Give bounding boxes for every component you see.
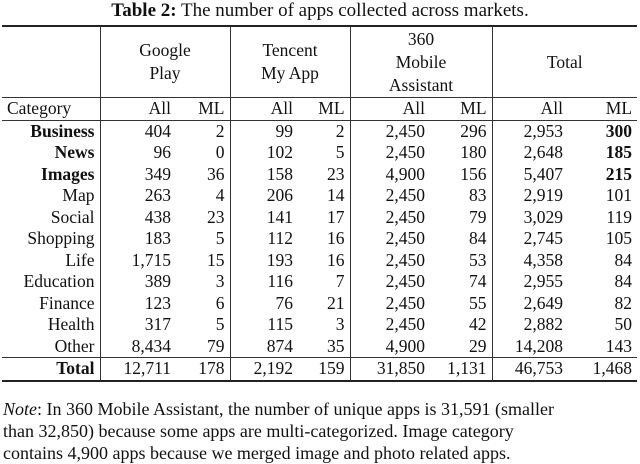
category-cell: Business [30,120,95,141]
value-cell: 2,450 [350,185,430,207]
value-cell: 185 [605,142,633,162]
group-header-line: My App [261,63,319,83]
value-cell: 2,745 [492,228,568,250]
value-cell: 438 [100,207,176,229]
value-cell: 84 [614,249,633,270]
note-line: contains 4,900 apps because we merged image and photo related apps. [3,443,511,463]
value-cell: 2,450 [350,120,430,142]
table-row [2,250,637,272]
value-cell: 102 [230,142,298,164]
group-header-google-play [100,26,230,98]
value-cell: 2,450 [350,271,430,293]
group-header-line: Play [149,63,181,83]
total-cell: 1,468 [568,358,637,381]
value-cell: 5 [215,314,225,334]
value-cell: 119 [606,206,633,227]
table-row [2,142,637,164]
value-cell: 2,450 [350,207,430,229]
value-cell: 2,955 [492,271,568,293]
value-cell: 180 [460,142,487,162]
value-cell: 14 [327,185,345,205]
table-row [2,185,637,207]
value-cell: 2,450 [350,293,430,315]
value-cell: 1,715 [100,250,176,272]
value-cell: 84 [614,271,633,291]
value-cell: 101 [605,185,633,205]
value-cell: 5 [335,142,345,162]
table-row [2,164,637,186]
apps-table [2,25,637,382]
group-header-line: Assistant [388,74,454,95]
value-cell: 143 [605,335,633,356]
table-row [2,228,637,250]
group-header-total [492,26,637,98]
category-cell: Health [47,314,95,334]
value-cell: 300 [605,120,633,141]
group-header-line: Tencent [262,40,318,60]
group-header-row [2,26,637,98]
caption-text: The number of apps collected across markets. [181,0,529,21]
group-header-line: Mobile [395,51,447,72]
value-cell: 50 [614,314,633,334]
value-cell: 74 [469,271,487,291]
table-row [2,120,637,142]
category-cell: Other [54,335,95,356]
value-cell: 2,450 [350,228,430,250]
value-cell: 55 [469,292,487,313]
value-cell: 5,407 [492,164,568,186]
total-cell: 31,850 [350,358,430,381]
total-cell: 178 [176,358,230,381]
value-cell: 36 [207,163,225,184]
category-cell: Finance [39,292,95,313]
value-cell: 193 [230,250,298,272]
value-cell: 2 [335,120,345,141]
category-cell: Map [62,185,95,205]
note-label: Note [3,399,37,419]
value-cell: 156 [460,163,487,184]
value-cell: 7 [335,271,345,291]
value-cell: 82 [614,292,633,313]
total-cell: 159 [298,358,350,381]
value-cell: 79 [469,206,487,227]
value-cell: 389 [100,271,176,293]
value-cell: 83 [469,185,487,205]
value-cell: 35 [327,335,345,356]
value-cell: 206 [230,185,298,207]
value-cell: 3 [215,271,225,291]
category-cell: News [54,142,95,162]
value-cell: 4,900 [350,164,430,186]
value-cell: 105 [605,228,633,248]
table-row [2,314,637,336]
col-header: ML [298,98,350,121]
value-cell: 84 [469,228,487,248]
value-cell: 404 [100,120,176,142]
value-cell: 215 [605,163,633,184]
value-cell: 6 [215,292,225,313]
value-cell: 53 [469,249,487,270]
note-line [3,398,640,420]
value-cell: 317 [100,314,176,336]
value-cell: 21 [327,292,345,313]
value-cell: 2,648 [492,142,568,164]
group-header-line: Google [139,40,191,60]
table-caption [0,0,640,24]
value-cell: 112 [230,228,298,250]
caption-label: Table 2: [111,0,177,21]
total-cell: 12,711 [100,358,176,381]
group-header-line: Total [546,51,583,72]
table-row [2,207,637,229]
value-cell: 96 [100,142,176,164]
group-header-360 [350,26,492,98]
value-cell: 29 [469,335,487,356]
col-header: ML [430,98,492,121]
total-cell: 46,753 [492,358,568,381]
table-note [3,398,640,464]
value-cell: 2,649 [492,293,568,315]
value-cell: 2,953 [492,120,568,142]
value-cell: 2,450 [350,250,430,272]
value-cell: 123 [100,293,176,315]
value-cell: 8,434 [100,336,176,358]
category-cell: Life [65,249,95,270]
value-cell: 4,358 [492,250,568,272]
value-cell: 183 [100,228,176,250]
note-text: : In 360 Mobile Assistant, the number of unique apps is 31,591 (smaller [37,399,554,419]
value-cell: 4,900 [350,336,430,358]
value-cell: 141 [230,207,298,229]
value-cell: 296 [460,120,487,141]
value-cell: 2,450 [350,142,430,164]
col-header: ML [176,98,230,121]
subheader-row [2,98,637,121]
corner-cell [2,26,100,98]
col-header: All [230,98,298,121]
group-header-tencent [230,26,350,98]
value-cell: 76 [230,293,298,315]
total-label: Total [2,358,100,381]
value-cell: 16 [327,249,345,270]
value-cell: 2,919 [492,185,568,207]
col-header: All [350,98,430,121]
value-cell: 5 [215,228,225,248]
value-cell: 17 [327,206,345,227]
value-cell: 115 [230,314,298,336]
value-cell: 23 [327,163,345,184]
col-header: All [492,98,568,121]
value-cell: 3 [335,314,345,334]
group-header-line: 360 [407,28,435,49]
total-cell: 1,131 [430,358,492,381]
value-cell: 263 [100,185,176,207]
table-row [2,336,637,358]
value-cell: 79 [207,335,225,356]
value-cell: 874 [230,336,298,358]
table-body [2,120,637,358]
value-cell: 3,029 [492,207,568,229]
value-cell: 4 [215,185,225,205]
value-cell: 99 [230,120,298,142]
category-cell: Social [50,206,95,227]
table-row [2,293,637,315]
value-cell: 2,882 [492,314,568,336]
value-cell: 15 [207,249,225,270]
value-cell: 16 [327,228,345,248]
value-cell: 23 [207,206,225,227]
col-header: ML [568,98,637,121]
value-cell: 2 [215,120,225,141]
value-cell: 0 [215,142,225,162]
table-row [2,271,637,293]
category-header: Category [2,98,100,121]
total-cell: 2,192 [230,358,298,381]
note-line: than 32,850) because some apps are multi-categorized. Image category [3,421,514,441]
value-cell: 349 [100,164,176,186]
value-cell: 116 [230,271,298,293]
value-cell: 158 [230,164,298,186]
total-row [2,358,637,381]
category-cell: Shopping [27,228,95,248]
category-cell: Education [23,271,95,291]
col-header: All [100,98,176,121]
value-cell: 2,450 [350,314,430,336]
value-cell: 14,208 [492,336,568,358]
category-cell: Images [41,163,95,184]
value-cell: 42 [469,314,487,334]
